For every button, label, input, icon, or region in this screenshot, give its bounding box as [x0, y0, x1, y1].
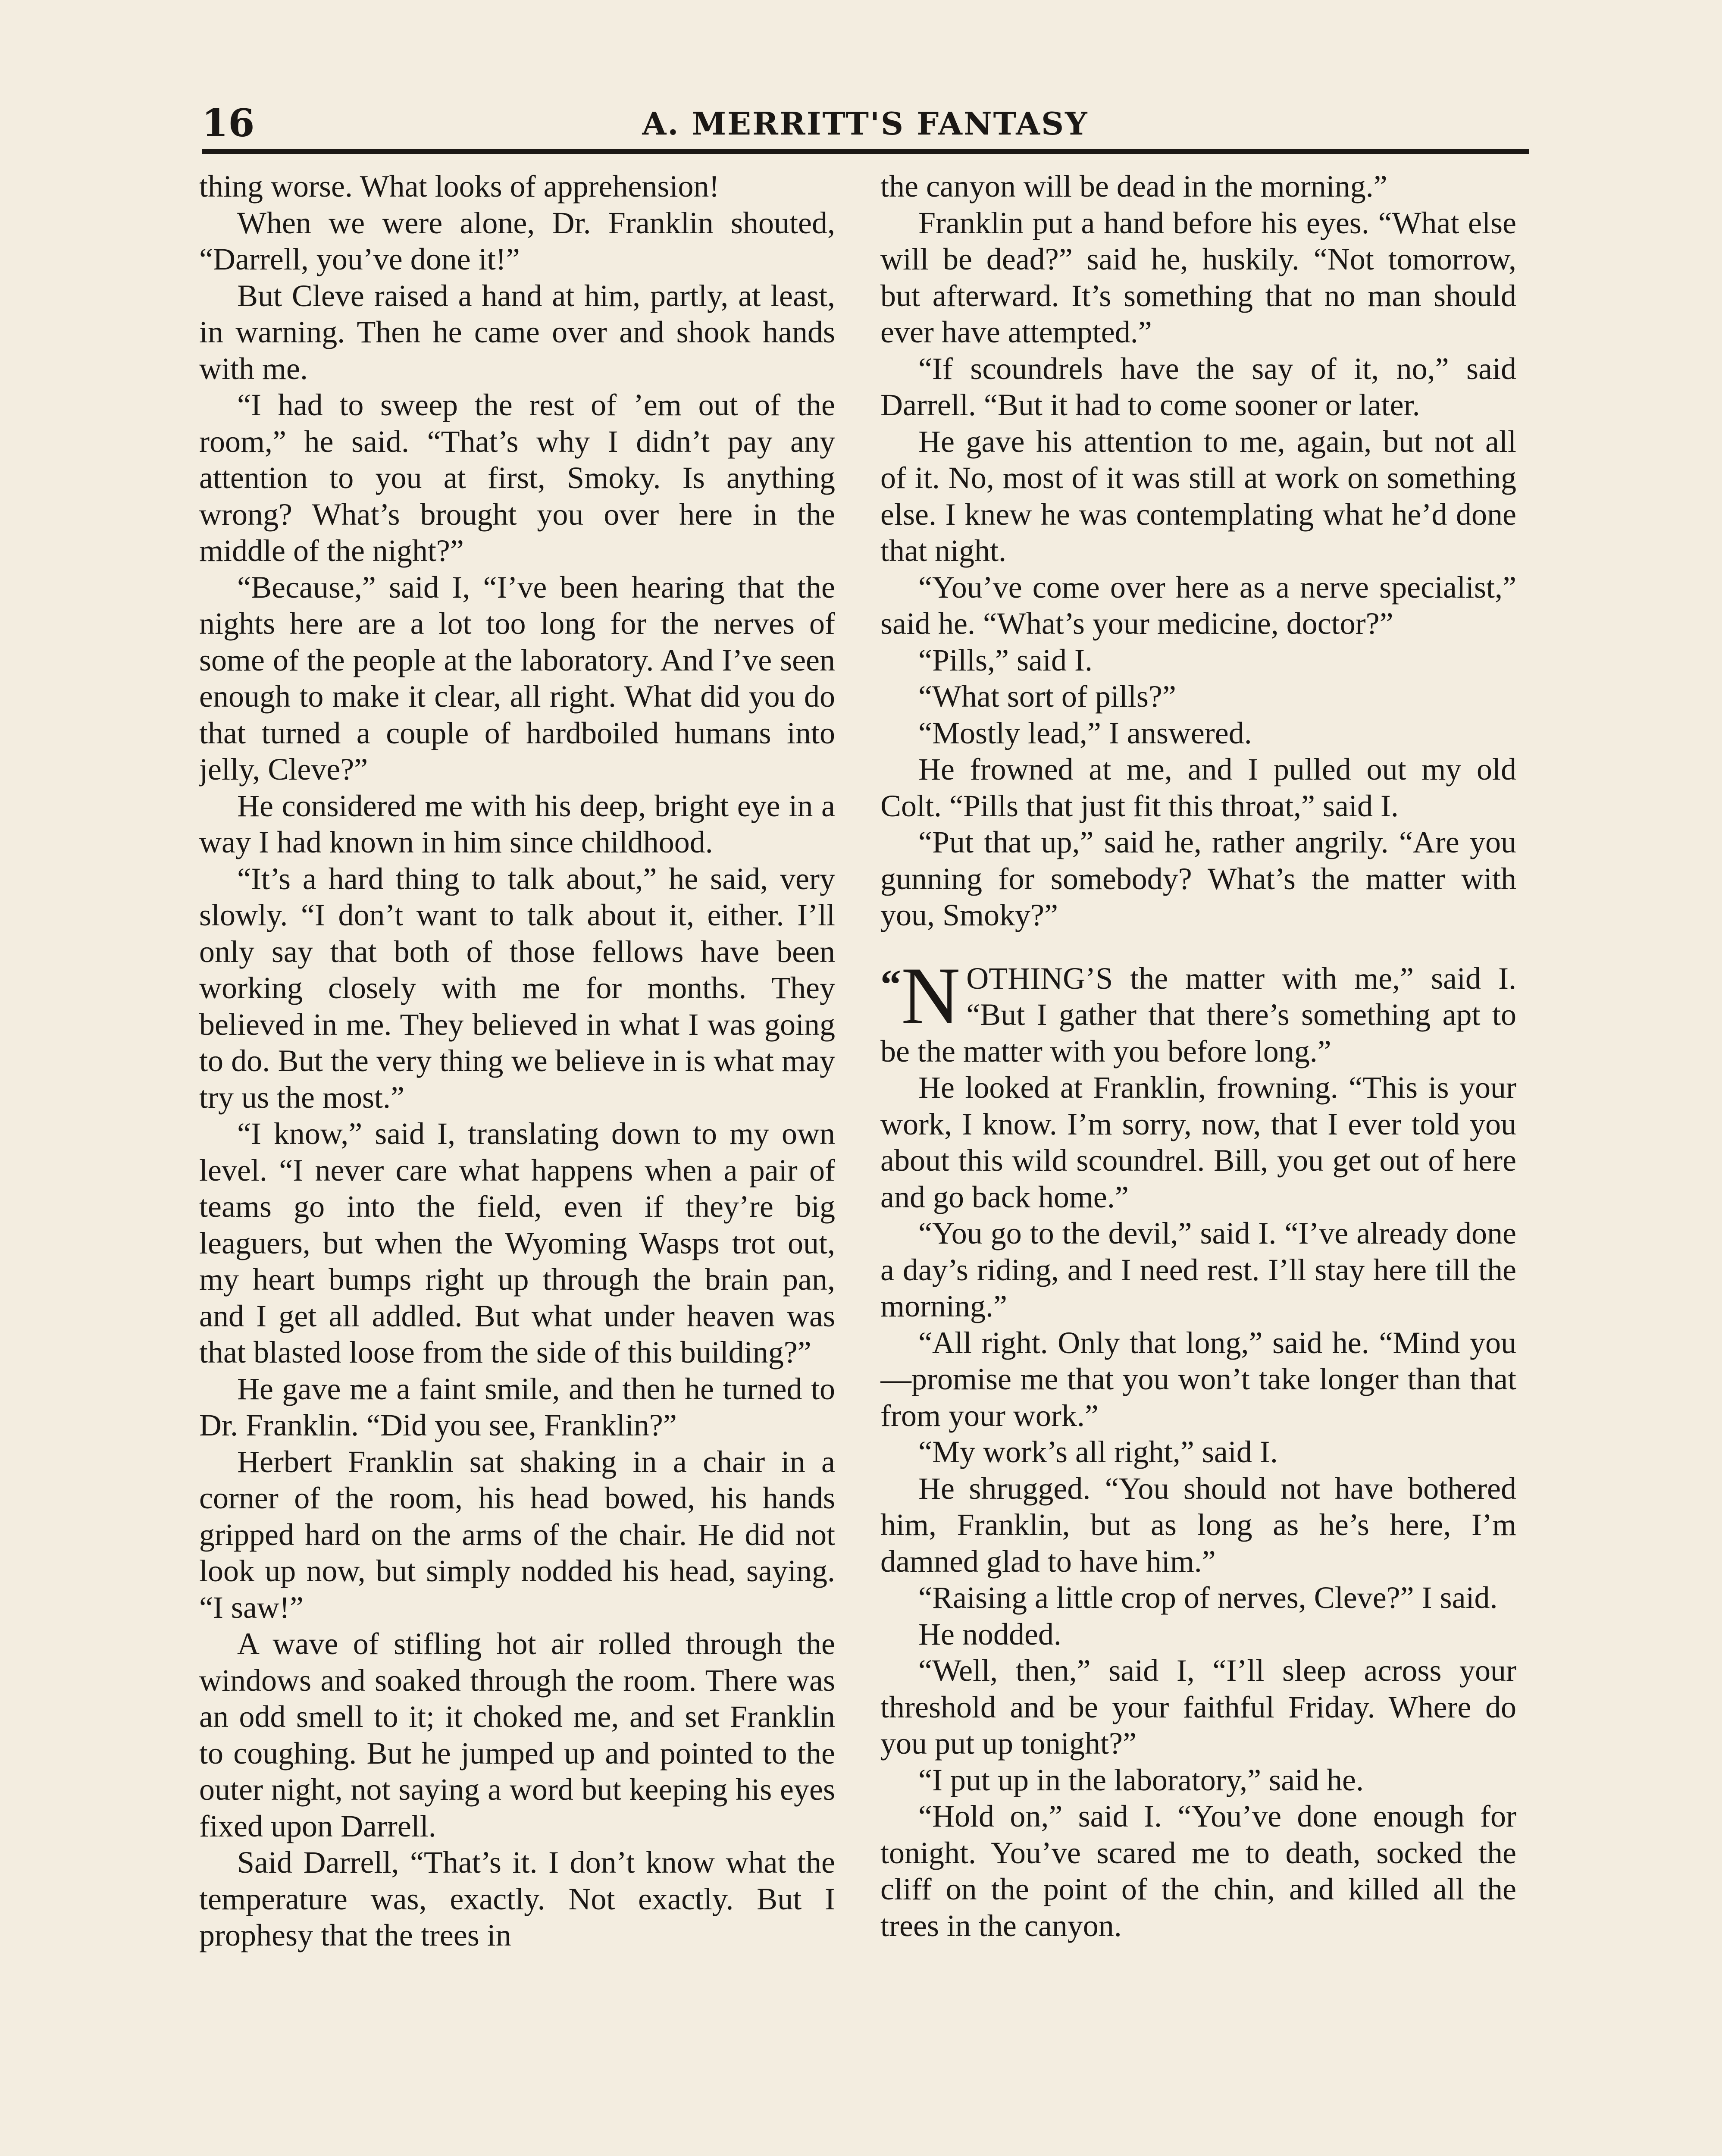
paragraph: “I know,” said I, translating down to my own level. “I never care what happens when a pair of teams go into the field, even if they’re big leaguers, but when the Wyoming Wasps trot out, my heart bumps right up through the brain pan, and I get all addled. But what under heaven was that blasted loose from the side of this building?”	[199, 1116, 835, 1369]
section-opening-paragraph	[880, 950, 1516, 1070]
paragraph: He frowned at me, and I pulled out my old Colt. “Pills that just fit this throat,” said I.	[880, 752, 1516, 823]
paragraph: “Well, then,” said I, “I’ll sleep across your threshold and be your faithful Friday. Where do you put up tonight?”	[880, 1653, 1516, 1761]
paragraph: He looked at Franklin, frowning. “This is your work, I know. I’m sorry, now, that I ever told you about this wild scoundrel. Bill, you get out of here and go back home.”	[880, 1070, 1516, 1214]
paragraph: He gave his attention to me, again, but not all of it. No, most of it was still at work on something else. I knew he was contemplating what he’d done that night.	[880, 424, 1516, 568]
drop-cap-letter: N	[901, 950, 961, 1041]
paragraph: the canyon will be dead in the morning.”	[880, 169, 1387, 204]
paragraph: “I put up in the laboratory,” said he.	[918, 1762, 1364, 1797]
left-column	[199, 168, 835, 2156]
paragraph: “Put that up,” said he, rather angrily. “Are you gunning for somebody? What’s the matter with you, Smoky?”	[880, 825, 1516, 932]
paragraph: “Mostly lead,” I answered.	[918, 715, 1252, 750]
right-column	[880, 168, 1516, 2156]
paragraph: When we were alone, Dr. Franklin shouted, “Darrell, you’ve done it!”	[199, 205, 835, 276]
paragraph: He nodded.	[918, 1617, 1061, 1651]
drop-cap-quote: “	[880, 961, 901, 1007]
paragraph: “I had to sweep the rest of ’em out of the room,” he said. “That’s why I didn’t pay any attention to you at first, Smoky. Is anything wrong? What’s brought you over here in the middle of the night?”	[199, 388, 835, 568]
paragraph: “What sort of pills?”	[918, 679, 1176, 714]
page-header	[202, 97, 1529, 154]
paragraph: “All right. Only that long,” said he. “Mind you—promise me that you won’t take longer than that from your work.”	[880, 1325, 1516, 1433]
paragraph: He considered me with his deep, bright eye in a way I had known in him since childhood.	[199, 788, 835, 859]
paragraph: He shrugged. “You should not have bothered him, Franklin, but as long as he’s here, I’m damned glad to have him.”	[880, 1471, 1516, 1579]
paragraph: “Because,” said I, “I’ve been hearing that the nights here are a lot too long for the nerves of some of the people at the laboratory. And I’ve seen enough to make it clear, all right. What did you do that turned a couple of hardboiled humans into jelly, Cleve?”	[199, 570, 835, 787]
paragraph: A wave of stifling hot air rolled through the windows and soaked through the room. There was an odd smell to it; it choked me, and set Franklin to coughing. But he jumped up and pointed to the outer night, not saying a word but keeping his eyes fixed upon Darrell.	[199, 1626, 835, 1843]
paragraph: “My work’s all right,” said I.	[918, 1435, 1278, 1469]
section-opening-text: OTHING’S the matter with me,” said I. “But I gather that there’s something apt to be the matter with you before long.”	[880, 961, 1516, 1069]
drop-cap	[880, 950, 961, 1041]
paragraph: “You’ve come over here as a nerve specialist,” said he. “What’s your medicine, doctor?”	[880, 570, 1516, 641]
paragraph: Franklin put a hand before his eyes. “What else will be dead?” said he, huskily. “Not tomorrow, but afterward. It’s something that no man should ever have attempted.”	[880, 205, 1516, 349]
paragraph: “Pills,” said I.	[918, 642, 1093, 677]
paragraph: Herbert Franklin sat shaking in a chair in a corner of the room, his head bowed, his hands gripped hard on the arms of the chair. He did not look up now, but simply nodded his head, saying. “I saw!”	[199, 1444, 835, 1625]
paragraph: But Cleve raised a hand at him, partly, at least, in warning. Then he came over and shook hands with me.	[199, 278, 835, 386]
running-title: A. MERRITT'S FANTASY	[642, 105, 1089, 142]
paragraph: He gave me a faint smile, and then he turned to Dr. Franklin. “Did you see, Franklin?”	[199, 1371, 835, 1442]
paragraph: “It’s a hard thing to talk about,” he said, very slowly. “I don’t want to talk about it, either. I’ll only say that both of those fellows have been working closely with me for months. They believed in me. They believed in what I was going to do. But the very thing we believe in is what may try us the most.”	[199, 861, 835, 1115]
paragraph: “If scoundrels have the say of it, no,” said Darrell. “But it had to come sooner or later.	[880, 351, 1516, 422]
paragraph: Said Darrell, “That’s it. I don’t know what the temperature was, exactly. Not exactly. But I prophesy that the trees in	[199, 1845, 835, 1952]
paragraph: thing worse. What looks of apprehension!	[199, 169, 720, 204]
paragraph: “Hold on,” said I. “You’ve done enough for tonight. You’ve scared me to death, socked the cliff on the point of the chin, and killed all the trees in the canyon.	[880, 1799, 1516, 1943]
paragraph: “You go to the devil,” said I. “I’ve already done a day’s riding, and I need rest. I’ll stay here till the morning.”	[880, 1216, 1516, 1323]
paragraph: “Raising a little crop of nerves, Cleve?” I said.	[918, 1580, 1498, 1615]
page-number: 16	[202, 100, 255, 145]
